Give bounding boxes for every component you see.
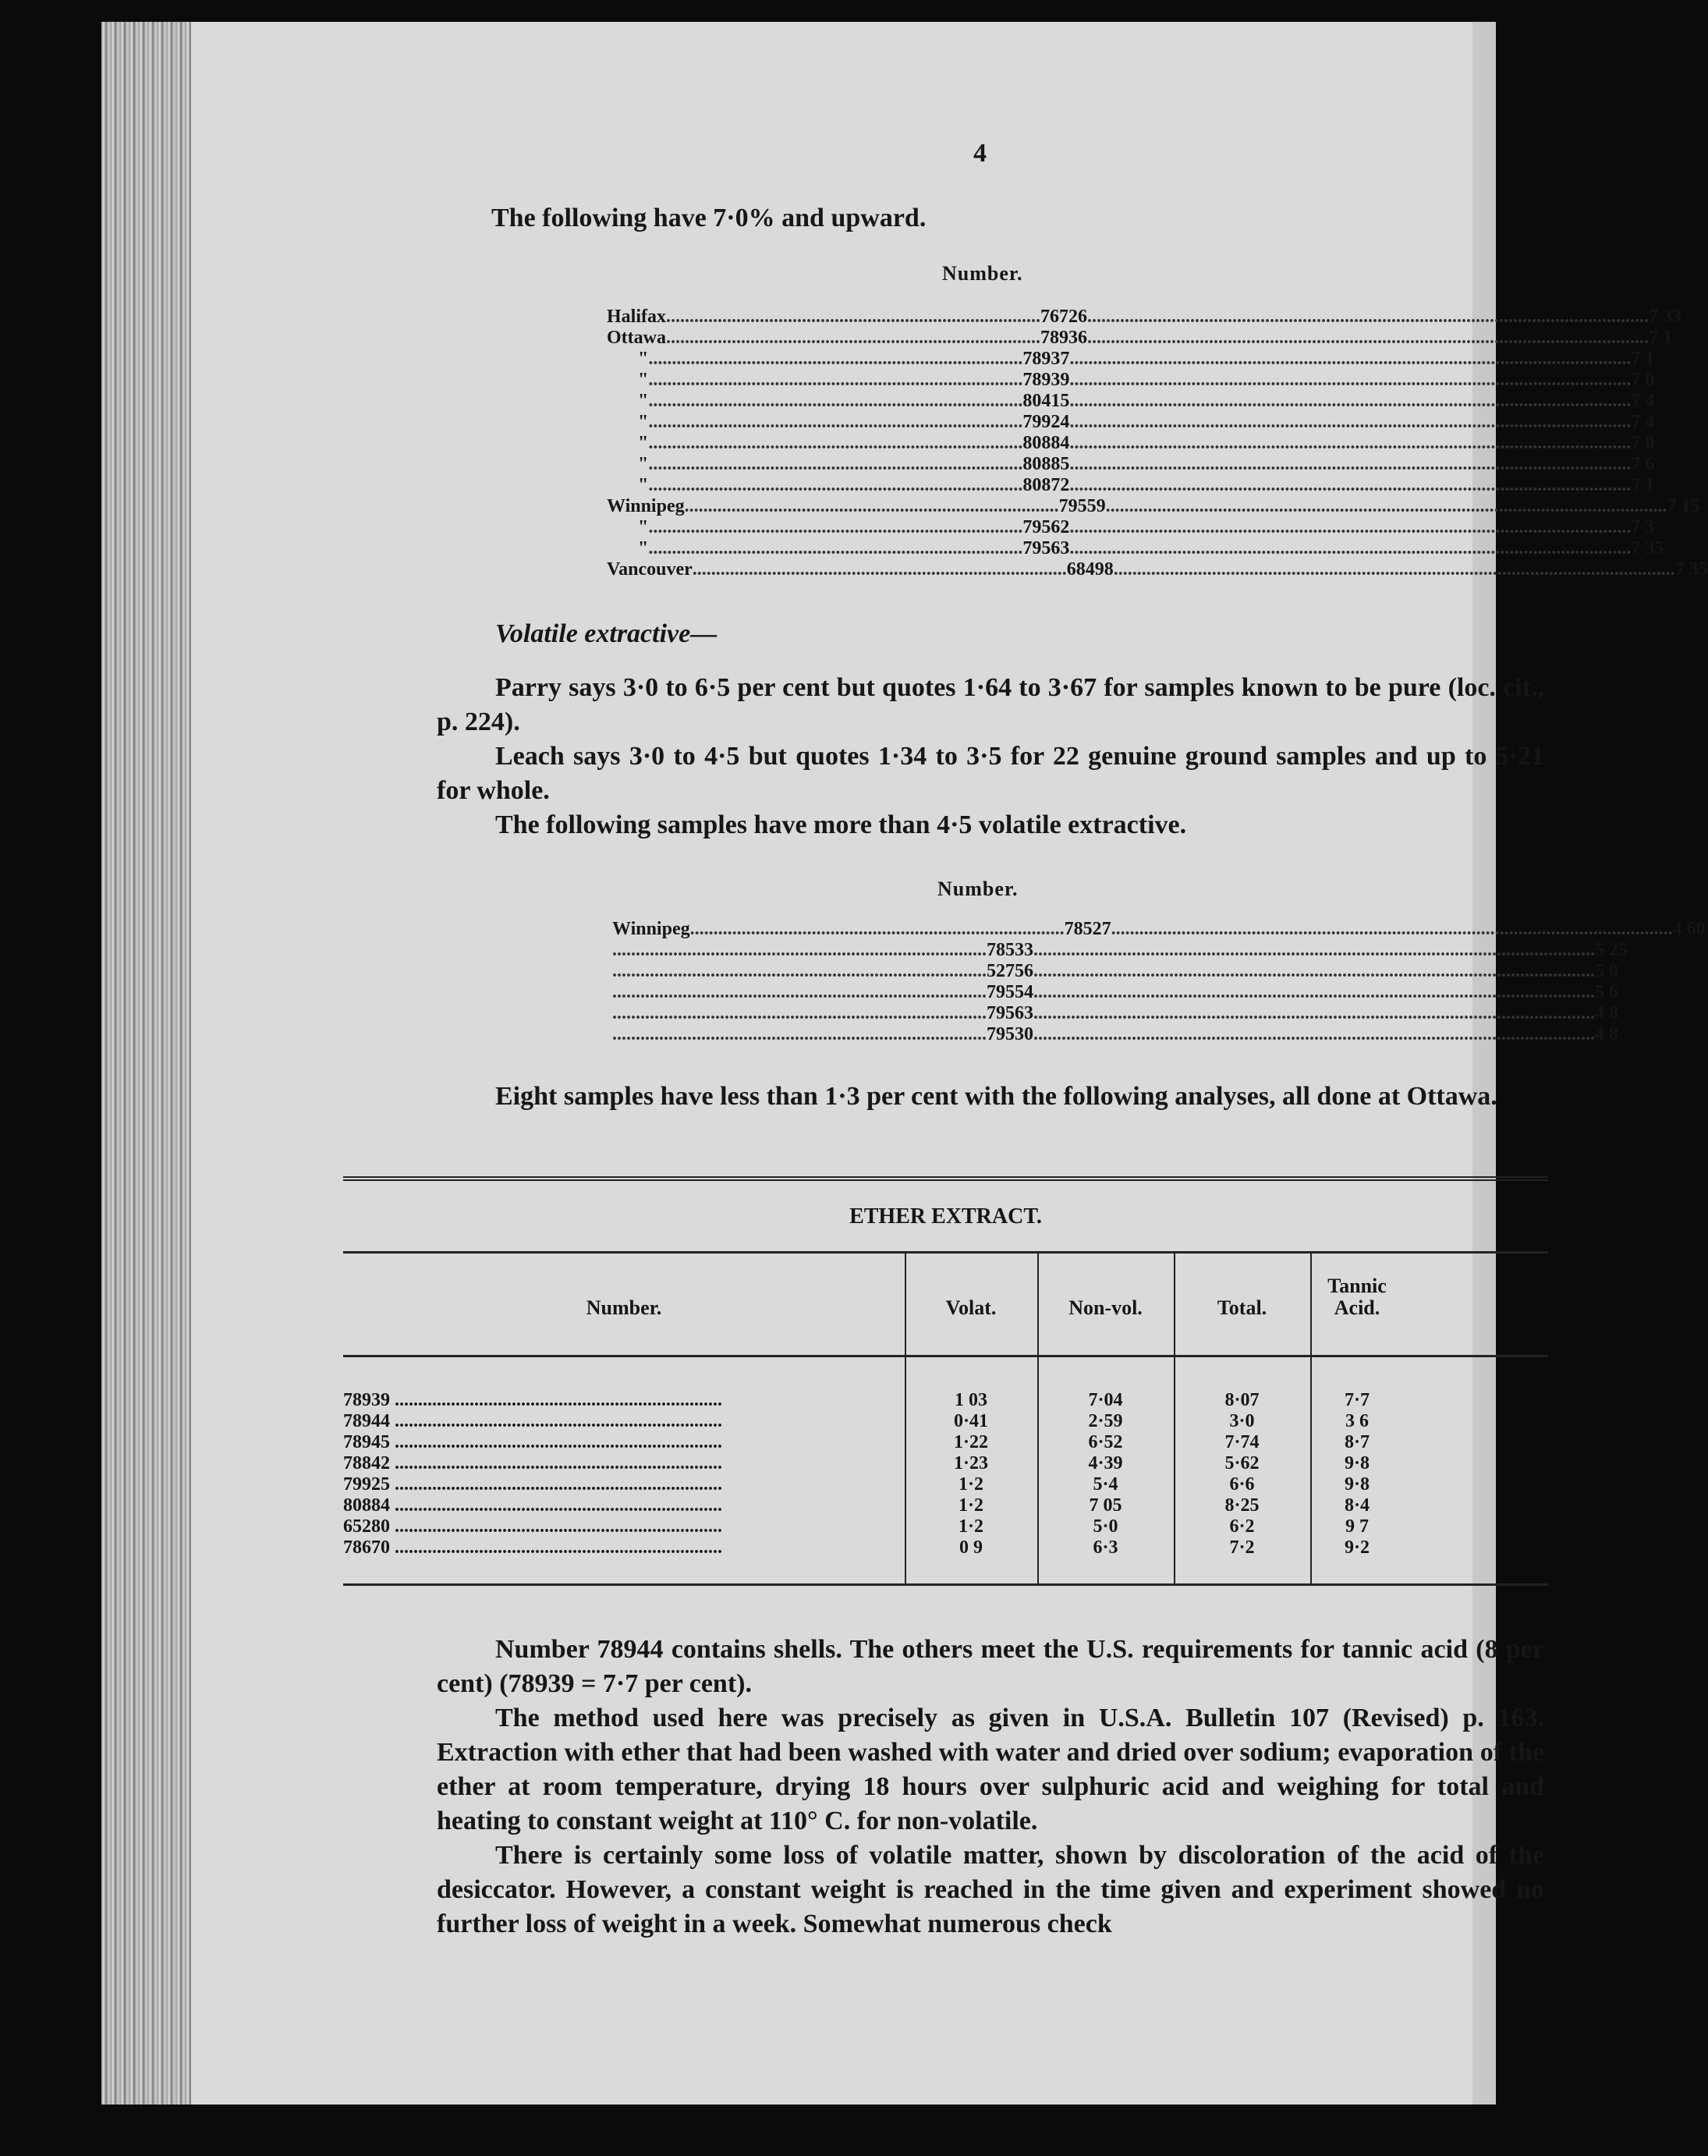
list-value: 4 8 [1595,1003,1618,1023]
cell-total: 7·2 [1229,1537,1255,1558]
table-row [343,1537,1404,1558]
cell-nonvol: 7·04 [1088,1390,1123,1410]
list-value: 4 8 [1595,1024,1618,1044]
list-value: 7 1 [1631,349,1655,369]
list-value: 7 35 [1674,559,1708,580]
list-value: 7 1 [1631,475,1655,495]
col-tannic: Tannic Acid. [1327,1275,1387,1319]
dot-leader: ........................................................................................................................ [1069,433,1632,453]
table-row [343,1411,1404,1432]
section-heading: Volatile extractive— [495,619,718,648]
list-number: 80415 [1022,391,1070,411]
binding-gutter [101,22,191,2105]
ether-table-body [343,1390,1404,1558]
list-number: 79563 [987,1003,1033,1023]
list-number: 80872 [1022,475,1070,495]
cell-number: 80884 ...................................................................... [343,1495,722,1516]
list-city: Ottawa [607,328,666,348]
list2-header: Number. [937,878,1019,900]
page-number: 4 [973,139,987,168]
list-value: 7 15 [1667,496,1700,516]
list-city: Vancouver [607,559,693,580]
list-number: 79559 [1058,496,1106,516]
cell-volat: 1 03 [955,1390,987,1410]
list-item [607,517,1655,538]
dot-leader: ........................................................................................................................ [1033,982,1595,1002]
cell-nonvol: 4·39 [1088,1453,1123,1473]
list1 [607,307,1708,580]
list-number: 78937 [1022,349,1070,369]
paragraph-leach: Leach says 3·0 to 4·5 but quotes 1·34 to 3·5 for 22 genuine ground samples and up to 5·21 for whole. [437,742,1544,805]
cell-tannic: 9 7 [1345,1516,1369,1537]
cell-nonvol: 6·3 [1093,1537,1118,1558]
paragraph-eight-samples: Eight samples have less than 1·3 per cent with the following analyses, all done at Ottawa. [495,1082,1497,1111]
cell-number: 78842 ...................................................................... [343,1453,722,1473]
list-item [607,391,1655,412]
cell-tannic: 3 6 [1345,1411,1369,1431]
list-number: 78936 [1040,328,1087,348]
list-value: 5 25 [1595,940,1628,960]
cell-nonvol: 7 05 [1089,1495,1122,1516]
dot-leader: ................................................................................ [612,1003,987,1023]
list-item [612,1024,1618,1045]
dot-leader: ................................................................................ [684,496,1059,516]
list-city: " [638,349,649,369]
paragraph-shells: Number 78944 contains shells. The others meet the U.S. requirements for tannic acid (8 per cent) (78939 = 7·7 per cent). [437,1635,1544,1698]
table-row [343,1495,1404,1516]
list-number: 68498 [1066,559,1114,580]
list-value: 7 3 [1631,517,1655,537]
dot-leader: ................................................................................ [612,940,987,960]
cell-nonvol: 6·52 [1088,1432,1123,1452]
list-item [612,940,1628,961]
list-value: 7 4 [1631,412,1655,432]
list-item [612,961,1618,982]
list-value: 7 6 [1631,454,1655,474]
dot-leader: ........................................................................................................................ [1086,328,1649,348]
dot-leader: ................................................................................ [692,559,1067,580]
dot-leader: ........................................................................................................................ [1111,919,1673,939]
cell-nonvol: 5·0 [1093,1516,1118,1537]
dot-leader: ........................................................................................................................ [1069,475,1632,495]
dot-leader: ........................................................................................................................ [1033,940,1595,960]
dot-leader: ................................................................................ [648,433,1023,453]
list-number: 78527 [1064,919,1111,939]
ether-extract-table [343,1176,1548,1601]
list-city: Winnipeg [612,919,690,939]
cell-volat: 1·2 [958,1474,983,1495]
list-city: " [638,517,649,537]
list-value: 7 0 [1631,433,1655,453]
list2 [612,919,1706,1045]
dot-leader: ........................................................................................................................ [1033,961,1595,981]
cell-tannic: 9·2 [1344,1537,1370,1558]
list1-header: Number. [942,262,1023,285]
cell-volat: 1·2 [958,1516,983,1537]
list-item [607,349,1655,370]
cell-tannic: 9·8 [1344,1453,1370,1473]
list-number: 79530 [987,1024,1033,1044]
col-total: Total. [1217,1296,1267,1319]
cell-volat: 1·23 [953,1453,988,1473]
dot-leader: ................................................................................ [648,391,1023,411]
list-item [607,412,1655,433]
cell-total: 6·2 [1229,1516,1255,1537]
list-number: 79554 [987,982,1033,1002]
list-city: " [638,433,649,453]
cell-volat: 0 9 [959,1537,983,1558]
list-item [607,538,1664,559]
list-item [607,454,1655,475]
list-item [607,559,1708,580]
paragraph-method: The method used here was precisely as given in U.S.A. Bulletin 107 (Revised) p. 163. Extraction with ether that had been washed with water and dried over sodium; evaporation of the ether at room temperature, drying 18 hours over sulphuric acid and weighing for total and heating to constant weight at 110° C. for non-volatile. [437,1704,1544,1835]
cell-tannic: 9·8 [1344,1474,1370,1495]
dot-leader: ........................................................................................................................ [1069,370,1632,390]
dot-leader: ........................................................................................................................ [1105,496,1667,516]
list-item [612,982,1618,1003]
list-value: 7 4 [1631,391,1655,411]
intro-line: The following have 7·0% and upward. [491,204,927,232]
cell-volat: 1·22 [953,1432,988,1452]
dot-leader: ........................................................................................................................ [1069,391,1632,411]
list-value: 4 60 [1672,919,1706,939]
cell-volat: 0·41 [953,1411,988,1431]
list-item [607,307,1681,328]
col-nonvol: Non-vol. [1068,1296,1143,1319]
list-number: 80884 [1022,433,1070,453]
list-number: 79563 [1022,538,1070,559]
cell-total: 3·0 [1229,1411,1255,1431]
dot-leader: ........................................................................................................................ [1069,412,1632,432]
dot-leader: ................................................................................ [648,517,1023,537]
list-city: " [638,412,649,432]
list-value: 7 35 [1631,538,1664,559]
dot-leader: ................................................................................ [666,307,1040,327]
list-value: 5 0 [1595,961,1618,981]
cell-volat: 1·2 [958,1495,983,1516]
dot-leader: ................................................................................ [612,961,987,981]
col-number: Number. [586,1296,662,1319]
dot-leader: ........................................................................................................................ [1069,517,1632,537]
dot-leader: ................................................................................ [648,475,1023,495]
dot-leader: ........................................................................................................................ [1033,1024,1595,1044]
cell-tannic: 8·7 [1344,1432,1370,1452]
col-volat: Volat. [945,1296,997,1319]
list-item [607,328,1672,349]
cell-number: 78939 ...................................................................... [343,1390,722,1410]
list-item [607,475,1655,496]
cell-number: 78944 ...................................................................... [343,1411,722,1431]
cell-total: 8·07 [1224,1390,1260,1410]
list-number: 78939 [1022,370,1070,390]
list-city: " [638,475,649,495]
list-item [607,496,1700,517]
dot-leader: ................................................................................ [612,982,987,1002]
table-row [343,1432,1404,1453]
cell-total: 6·6 [1229,1474,1255,1495]
list-value: 5 6 [1595,982,1618,1002]
dot-leader: ........................................................................................................................ [1087,307,1649,327]
list-number: 79562 [1022,517,1070,537]
list-value: 7 33 [1649,307,1681,327]
cell-total: 7·74 [1224,1432,1260,1452]
dot-leader: ........................................................................................................................ [1069,538,1632,559]
paragraph-loss: There is certainly some loss of volatile matter, shown by discoloration of the acid of the desiccator. However, a constant weight is reached in the time given and experiment showed no further loss of weight in a week. Somewhat numerous check [437,1841,1544,1938]
table-row [343,1390,1404,1411]
cell-total: 8·25 [1224,1495,1260,1516]
list-number: 52756 [987,961,1033,981]
dot-leader: ................................................................................ [689,919,1065,939]
ether-table-title: ETHER EXTRACT. [849,1204,1042,1229]
dot-leader: ................................................................................ [648,538,1023,559]
list-city: Halifax [607,307,666,327]
cell-tannic: 7·7 [1344,1390,1370,1410]
list-number: 80885 [1022,454,1070,474]
list-city: " [638,370,649,390]
dot-leader: ................................................................................ [648,370,1023,390]
list-city: " [638,538,649,559]
list-city: " [638,454,649,474]
dot-leader: ........................................................................................................................ [1069,454,1632,474]
dot-leader: ........................................................................................................................ [1033,1003,1595,1023]
list-item [612,1003,1618,1024]
dot-leader: ................................................................................ [648,454,1023,474]
cell-tannic: 8·4 [1344,1495,1370,1516]
list-item [607,370,1655,391]
list-value: 7 1 [1648,328,1672,348]
list-value: 7 0 [1631,370,1655,390]
dot-leader: ................................................................................ [665,328,1040,348]
document-page [101,22,1708,2105]
cell-number: 79925 ...................................................................... [343,1474,722,1495]
list-city: " [638,391,649,411]
list-item [607,433,1655,454]
dot-leader: ........................................................................................................................ [1113,559,1675,580]
cell-number: 78670 ...................................................................... [343,1537,722,1558]
list-number: 78533 [987,940,1033,960]
paragraph-following: The following samples have more than 4·5 volatile extractive. [495,810,1187,839]
list-city: Winnipeg [607,496,685,516]
dot-leader: ................................................................................ [648,349,1023,369]
table-row [343,1516,1404,1537]
table-row [343,1453,1404,1474]
dot-leader: ........................................................................................................................ [1069,349,1632,369]
cell-nonvol: 5·4 [1093,1474,1118,1495]
cell-total: 5·62 [1224,1453,1260,1473]
paragraph-parry: Parry says 3·0 to 6·5 per cent but quotes 1·64 to 3·67 for samples known to be pure (loc. cit., p. 224). [437,673,1544,736]
cell-number: 65280 ...................................................................... [343,1516,722,1537]
table-row [343,1474,1404,1495]
list-number: 76726 [1040,307,1087,327]
cell-nonvol: 2·59 [1088,1411,1123,1431]
cell-number: 78945 ...................................................................... [343,1432,722,1452]
dot-leader: ................................................................................ [648,412,1023,432]
list-item [612,919,1706,940]
list-number: 79924 [1022,412,1070,432]
dot-leader: ................................................................................ [612,1024,987,1044]
